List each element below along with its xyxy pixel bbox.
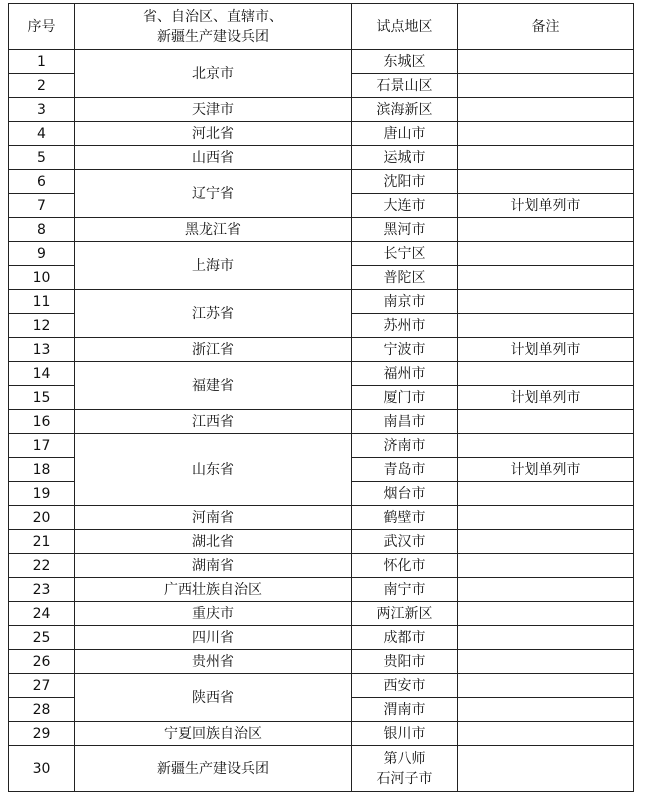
pilot-area-cell: 第八师 石河子市: [352, 746, 458, 792]
table-row: [9, 170, 634, 194]
note-cell: [458, 314, 634, 338]
note-cell: [458, 434, 634, 458]
table-row: [9, 506, 634, 530]
row-number-cell: 11: [9, 290, 75, 314]
pilot-area-cell: 唐山市: [352, 122, 458, 146]
header-note: 备注: [458, 4, 634, 50]
province-cell: 四川省: [75, 626, 352, 650]
pilot-area-cell: 滨海新区: [352, 98, 458, 122]
row-number-cell: 29: [9, 722, 75, 746]
note-cell: [458, 266, 634, 290]
header-province: 省、自治区、直辖市、 新疆生产建设兵团: [75, 4, 352, 50]
pilot-area-cell: 石景山区: [352, 74, 458, 98]
row-number-cell: 18: [9, 458, 75, 482]
row-number-cell: 8: [9, 218, 75, 242]
row-number-cell: 21: [9, 530, 75, 554]
table-row: [9, 674, 634, 698]
province-cell: 新疆生产建设兵团: [75, 746, 352, 792]
province-cell: 河北省: [75, 122, 352, 146]
pilot-area-cell: 南昌市: [352, 410, 458, 434]
note-cell: [458, 674, 634, 698]
note-cell: [458, 170, 634, 194]
note-cell: [458, 290, 634, 314]
row-number-cell: 24: [9, 602, 75, 626]
table-row: [9, 602, 634, 626]
row-number-cell: 13: [9, 338, 75, 362]
pilot-area-cell: 长宁区: [352, 242, 458, 266]
pilot-area-cell: 青岛市: [352, 458, 458, 482]
row-number-cell: 9: [9, 242, 75, 266]
pilot-area-cell: 两江新区: [352, 602, 458, 626]
pilot-area-cell: 福州市: [352, 362, 458, 386]
pilot-area-cell: 南京市: [352, 290, 458, 314]
note-cell: [458, 578, 634, 602]
note-cell: [458, 602, 634, 626]
row-number-cell: 16: [9, 410, 75, 434]
pilot-area-cell: 南宁市: [352, 578, 458, 602]
note-cell: [458, 362, 634, 386]
table-row: [9, 410, 634, 434]
pilot-area-cell: 西安市: [352, 674, 458, 698]
note-cell: [458, 98, 634, 122]
table-row: [9, 242, 634, 266]
note-cell: 计划单列市: [458, 386, 634, 410]
note-cell: [458, 722, 634, 746]
table-row: [9, 146, 634, 170]
pilot-area-cell: 银川市: [352, 722, 458, 746]
row-number-cell: 15: [9, 386, 75, 410]
row-number-cell: 7: [9, 194, 75, 218]
province-cell: 浙江省: [75, 338, 352, 362]
province-cell: 贵州省: [75, 650, 352, 674]
row-number-cell: 28: [9, 698, 75, 722]
table-row: [9, 50, 634, 74]
province-cell: 山西省: [75, 146, 352, 170]
row-number-cell: 4: [9, 122, 75, 146]
table-row: [9, 722, 634, 746]
province-cell: 陕西省: [75, 674, 352, 722]
pilot-area-cell: 苏州市: [352, 314, 458, 338]
row-number-cell: 3: [9, 98, 75, 122]
row-number-cell: 10: [9, 266, 75, 290]
province-cell: 上海市: [75, 242, 352, 290]
row-number-cell: 26: [9, 650, 75, 674]
pilot-area-cell: 武汉市: [352, 530, 458, 554]
table-row: [9, 650, 634, 674]
province-cell: 湖南省: [75, 554, 352, 578]
pilot-area-cell: 普陀区: [352, 266, 458, 290]
pilot-area-cell: 渭南市: [352, 698, 458, 722]
row-number-cell: 1: [9, 50, 75, 74]
pilot-area-cell: 济南市: [352, 434, 458, 458]
header-no: 序号: [9, 4, 75, 50]
row-number-cell: 22: [9, 554, 75, 578]
table-row: [9, 434, 634, 458]
pilot-area-cell: 东城区: [352, 50, 458, 74]
row-number-cell: 23: [9, 578, 75, 602]
row-number-cell: 17: [9, 434, 75, 458]
province-cell: 重庆市: [75, 602, 352, 626]
province-cell: 河南省: [75, 506, 352, 530]
table-row: [9, 530, 634, 554]
table-row: [9, 746, 634, 792]
note-cell: [458, 122, 634, 146]
province-cell: 北京市: [75, 50, 352, 98]
note-cell: [458, 242, 634, 266]
row-number-cell: 27: [9, 674, 75, 698]
pilot-area-cell: 成都市: [352, 626, 458, 650]
row-number-cell: 30: [9, 746, 75, 792]
pilot-area-cell: 大连市: [352, 194, 458, 218]
note-cell: [458, 698, 634, 722]
table-row: [9, 362, 634, 386]
pilot-area-cell: 怀化市: [352, 554, 458, 578]
note-cell: 计划单列市: [458, 338, 634, 362]
note-cell: [458, 146, 634, 170]
note-cell: [458, 410, 634, 434]
province-cell: 江苏省: [75, 290, 352, 338]
table-row: [9, 578, 634, 602]
province-cell: 江西省: [75, 410, 352, 434]
note-cell: [458, 482, 634, 506]
row-number-cell: 14: [9, 362, 75, 386]
note-cell: [458, 626, 634, 650]
province-cell: 湖北省: [75, 530, 352, 554]
pilot-area-cell: 沈阳市: [352, 170, 458, 194]
row-number-cell: 19: [9, 482, 75, 506]
pilot-area-cell: 鹤壁市: [352, 506, 458, 530]
row-number-cell: 5: [9, 146, 75, 170]
row-number-cell: 2: [9, 74, 75, 98]
table-row: [9, 98, 634, 122]
pilot-area-cell: 厦门市: [352, 386, 458, 410]
province-cell: 山东省: [75, 434, 352, 506]
row-number-cell: 6: [9, 170, 75, 194]
note-cell: 计划单列市: [458, 458, 634, 482]
pilot-area-cell: 宁波市: [352, 338, 458, 362]
province-cell: 广西壮族自治区: [75, 578, 352, 602]
row-number-cell: 20: [9, 506, 75, 530]
note-cell: [458, 650, 634, 674]
note-cell: [458, 746, 634, 792]
pilot-area-cell: 黑河市: [352, 218, 458, 242]
note-cell: [458, 218, 634, 242]
table-row: [9, 290, 634, 314]
pilot-area-cell: 烟台市: [352, 482, 458, 506]
note-cell: 计划单列市: [458, 194, 634, 218]
province-cell: 辽宁省: [75, 170, 352, 218]
pilot-areas-table: [8, 3, 634, 792]
pilot-area-cell: 运城市: [352, 146, 458, 170]
province-cell: 黑龙江省: [75, 218, 352, 242]
note-cell: [458, 74, 634, 98]
province-cell: 宁夏回族自治区: [75, 722, 352, 746]
table-row: [9, 554, 634, 578]
province-cell: 天津市: [75, 98, 352, 122]
table-row: [9, 122, 634, 146]
province-cell: 福建省: [75, 362, 352, 410]
note-cell: [458, 530, 634, 554]
table-row: [9, 338, 634, 362]
table-row: [9, 626, 634, 650]
note-cell: [458, 554, 634, 578]
table-body: [9, 50, 634, 792]
row-number-cell: 25: [9, 626, 75, 650]
header-area: 试点地区: [352, 4, 458, 50]
pilot-area-cell: 贵阳市: [352, 650, 458, 674]
note-cell: [458, 50, 634, 74]
note-cell: [458, 506, 634, 530]
header-row: [9, 4, 634, 50]
table-row: [9, 218, 634, 242]
row-number-cell: 12: [9, 314, 75, 338]
